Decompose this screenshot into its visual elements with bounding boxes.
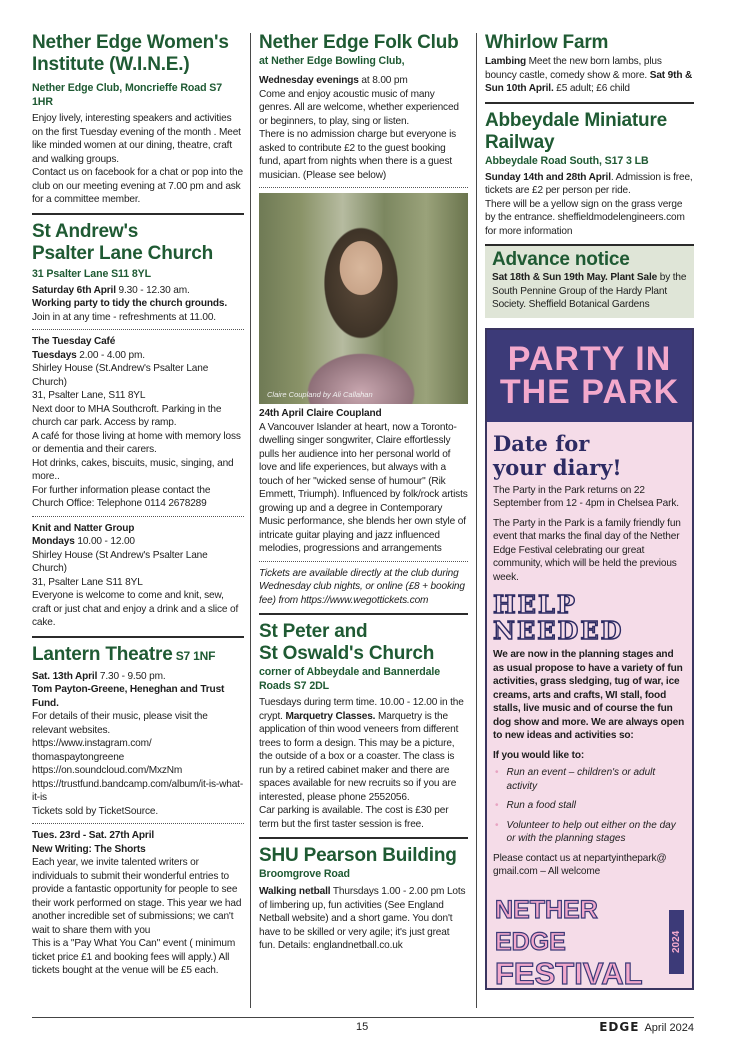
railway-title: Abbeydale Miniature Railway <box>485 109 668 153</box>
party-in-the-park-box <box>485 328 694 990</box>
lantern-tickets: Tickets sold by TicketSource. <box>32 805 158 817</box>
column-3 <box>485 30 694 990</box>
shu-title: SHU Pearson Building <box>259 845 457 866</box>
railway-address: Abbeydale Road South, S17 3 LB <box>485 154 649 167</box>
wine-para-2: Contact us on facebook for a chat or pop into the club on our meeting evening at 7.00 pm and ask for a committee member. <box>32 167 243 205</box>
railway-para-2: There will be a yellow sign on the grass verge by the entrance. sheffieldmodelengineers.com for more information <box>485 198 685 237</box>
wine-title: Nether Edge Women's Institute (W.I.N.E.) <box>32 32 229 75</box>
footer-masthead <box>599 1020 694 1034</box>
advance-para: Sat 18th & Sun 19th May. Plant Sale by the South Pennine Group of the Hardy Plant Society. Sheffield Botanical Gardens <box>492 272 687 310</box>
lantern-act-1: Tom Payton-Greene, Heneghan and Trust Fund. <box>32 684 225 709</box>
folk-tickets: Tickets are available directly at the club during Wednesday club nights, or online (£8 + booking fee) from https://www.wegottickets.com <box>259 567 465 606</box>
festival-logo-line-2: FESTIVAL <box>495 955 643 991</box>
section-divider <box>259 613 468 615</box>
cafe-para-1: Next door to MHA Southcroft. Parking in the church car park. Access by ramp. <box>32 403 222 428</box>
dotted-divider <box>32 823 244 824</box>
section-divider <box>32 636 244 638</box>
knit-address-2: 31, Psalter Lane S11 8YL <box>32 576 143 588</box>
advance-notice-box <box>485 246 694 318</box>
cafe-para-4: For further information please contact the Church Office: Telephone 0114 2678289 <box>32 484 211 509</box>
party-contact: Please contact us at nepartyinthepark@ gmail.com – All welcome <box>493 852 667 877</box>
party-banner-line-2: THE PARK <box>499 372 680 411</box>
lantern-section <box>32 644 244 978</box>
dotted-divider <box>32 516 244 517</box>
gig-para: A Vancouver Islander at heart, now a Toronto-dwelling singer songwriter, Claire effortlessly pulls her audience into her personal world of love and life experiences, but always with a touch of her "wicked sense of humour" (Rik Emmett, Triumph). Influenced by folk/rock artists growing up and a degree in Contemporary Music performance, she blends her own style of intricate guitar playing and jazz influenced melodies, progressions and arrangements <box>259 421 468 554</box>
folk-title: Nether Edge Folk Club <box>259 32 459 53</box>
wine-section <box>32 32 244 207</box>
cafe-para-3: Hot drinks, cakes, biscuits, music, singing, and more.. <box>32 457 234 482</box>
lantern-para-1: For details of their music, please visit the relevant websites. <box>32 711 208 736</box>
bullet-item: • Run a food stall <box>495 800 577 811</box>
standrews-address: 31 Psalter Lane S11 8YL <box>32 267 152 280</box>
section-divider <box>32 213 244 215</box>
magazine-name: EDGE <box>599 1020 640 1034</box>
gig-title: 24th April Claire Coupland <box>259 408 382 419</box>
footer-rule <box>32 1017 694 1018</box>
festival-logo-line-1: NETHER EDGE <box>495 895 598 956</box>
party-banner-line-1: PARTY IN <box>507 339 672 378</box>
standrews-when: Saturday 6th April 9.30 - 12.30 am. <box>32 284 190 296</box>
date-for-diary-heading: Date for your diary! <box>493 430 622 480</box>
folk-para-1: Come and enjoy acoustic music of many genres. All are welcome, whether experienced or beginners, to play, sing or listen. <box>259 88 459 127</box>
party-para-1: The Party in the Park returns on 22 September from 12 - 4pm in Chelsea Park. <box>493 484 679 509</box>
standrews-working-party: Working party to tidy the church grounds. <box>32 298 227 309</box>
lantern-para-3: This is a "Pay What You Can" event ( minimum ticket price £1 and booking fees will apply.) All tickets bought at the venue will be £5 each. <box>32 938 236 976</box>
railway-section <box>485 110 694 239</box>
bullet-item: • Run an event – children's or adult activity <box>495 767 656 792</box>
standrews-join: Join in at any time - refreshments at 11.00. <box>32 311 216 323</box>
cafe-when: Tuesdays 2.00 - 4.00 pm. <box>32 349 145 361</box>
railway-para-1: Sunday 14th and 28th April. Admission is free, tickets are £2 per person per ride. <box>485 171 693 196</box>
whirlow-section <box>485 32 694 96</box>
nether-edge-festival-logo <box>495 895 684 991</box>
party-para-4: If you would like to: <box>493 749 585 761</box>
column-divider-1 <box>250 33 251 1008</box>
whirlow-para: Lambing Meet the new born lambs, plus bouncy castle, comedy show & more. Sat 9th & Sun 10th April. £5 adult; £6 child <box>485 56 693 94</box>
stpeter-para-1: Tuesdays during term time. 10.00 - 12.00 in the crypt. Marquetry Classes. Marquetry is the application of thin wood veneers from different trees to form a design. This may be a picture, the outside of a box or a coaster. The class is run by a retired cabinet maker and there are spaces available for new recruits so if you are interested, please phone 2552056. <box>259 697 464 803</box>
knit-when: Mondays 10.00 - 12.00 <box>32 536 135 547</box>
bullet-icon: • <box>495 767 499 778</box>
cafe-para-2: A café for those living at home with memory loss or dementia and their carers. <box>32 430 241 455</box>
whirlow-title: Whirlow Farm <box>485 32 609 53</box>
shu-para: Walking netball Thursdays 1.00 - 2.00 pm Lots of limbering up, fun activities (See England Netball website) and a short game. You don't have to be skilled or very agile; it's just great fun. Details: englandnetball.co.uk <box>259 886 466 951</box>
lantern-title: Lantern Theatre S7 1NF <box>32 643 216 665</box>
stpeter-address: corner of Abbeydale and Bannerdale Roads S7 2DL <box>259 666 441 692</box>
photo-credit: Claire Coupland by Ali Callahan <box>267 390 373 399</box>
wine-para-1: Enjoy lively, interesting speakers and activities on the first Tuesday evening of the month . Meet like minded women at our dining, theatre, craft and walking groups. <box>32 113 241 165</box>
shu-section <box>259 845 468 953</box>
party-para-2: The Party in the Park is a family friendly fun event that marks the final day of the Nether Edge Festival celebrating our great community, which will be held the previous week. <box>493 517 681 583</box>
lantern-link-instagram[interactable]: https://www.instagram.com/ thomaspaytongreene <box>32 738 152 763</box>
folk-section <box>259 32 468 607</box>
folk-venue: at Nether Edge Bowling Club, <box>259 55 405 67</box>
lantern-act-2: New Writing: The Shorts <box>32 843 146 855</box>
dotted-divider <box>32 329 244 330</box>
stpeter-para-2: Car parking is available. The cost is £30 per term but the first taster session is free. <box>259 805 449 830</box>
bullet-icon: • <box>495 800 499 811</box>
standrews-title-2: Psalter Lane Church <box>32 242 213 264</box>
stpeter-title-2: St Oswald's Church <box>259 643 435 664</box>
dotted-divider <box>259 187 468 188</box>
bullet-item: • Volunteer to help out either on the day or with the planning stages <box>495 819 676 844</box>
festival-year: 2024 <box>669 910 684 974</box>
cafe-address-2: 31, Psalter Lane, S11 8YL <box>32 390 146 401</box>
section-divider <box>259 837 468 839</box>
issue-date: April 2024 <box>644 1022 694 1034</box>
lantern-link-bandcamp[interactable]: https://trustfund.bandcamp.com/album/it-is-what-it-is <box>32 778 244 803</box>
folk-para-2: There is no admission charge but everyone is asked to contribute £2 to the guest booking fund, apart from nights when there is a guest musician. (Please see below) <box>259 129 457 181</box>
stpeter-section <box>259 621 468 831</box>
column-2 <box>259 30 468 953</box>
lantern-when-1: Sat. 13th April 7.30 - 9.50 pm. <box>32 670 166 682</box>
claire-coupland-photo <box>259 193 468 404</box>
party-banner <box>487 330 692 422</box>
help-needed-heading: HELP NEEDED <box>493 590 624 645</box>
lantern-para-2: Each year, we invite talented writers or individuals to submit their wonderful entries to provide a fantastic opportunity for people to see their work performed on stage. This year we had another incredible set of submissions; we can't wait to share them with you <box>32 857 242 936</box>
column-1 <box>32 30 244 978</box>
cafe-address-1: Shirley House (St.Andrew's Psalter Lane Church) <box>32 363 209 388</box>
cafe-title: The Tuesday Café <box>32 336 116 347</box>
knit-para: Everyone is welcome to come and knit, sew, craft or just chat and enjoy a drink and a slice of cake. <box>32 590 239 628</box>
column-divider-2 <box>476 33 477 1008</box>
page-number: 15 <box>356 1021 369 1033</box>
party-para-3: We are now in the planning stages and as usual propose to have a variety of fun activities, grass sledging, tug of war, ice creams, arts and crafts, WI stall, food stalls, live music and of course the fun dog show and more. We are always open to new ideas and activities so: <box>493 649 685 741</box>
bullet-icon: • <box>495 819 499 831</box>
advance-title: Advance notice <box>492 249 630 270</box>
dotted-divider <box>259 561 468 562</box>
wine-address: Nether Edge Club, Moncrieffe Road S7 1HR <box>32 82 223 108</box>
lantern-when-2: Tues. 23rd - Sat. 27th April <box>32 830 155 841</box>
shu-address: Broomgrove Road <box>259 868 350 880</box>
knit-address-1: Shirley House (St Andrew's Psalter Lane Church) <box>32 549 208 574</box>
standrews-title-1: St Andrew's <box>32 220 139 242</box>
section-divider <box>485 102 694 104</box>
standrews-section <box>32 221 244 630</box>
lantern-link-soundcloud[interactable]: https://on.soundcloud.com/MxzNm <box>32 765 183 776</box>
folk-when: Wednesday evenings at 8.00 pm <box>259 75 408 86</box>
knit-title: Knit and Natter Group <box>32 522 135 534</box>
stpeter-title-1: St Peter and <box>259 621 368 642</box>
